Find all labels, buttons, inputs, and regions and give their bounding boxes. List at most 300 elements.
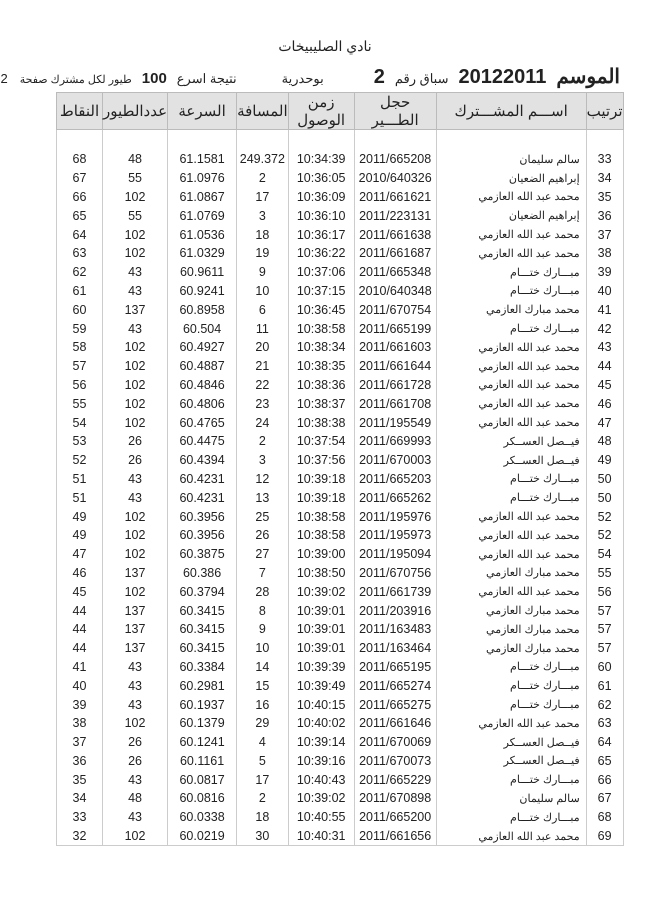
ring-number-cell: 2011/665208 bbox=[354, 150, 436, 169]
points-cell: 49 bbox=[57, 507, 103, 526]
bird-count-cell: 43 bbox=[103, 319, 168, 338]
speed-cell: 60.2981 bbox=[168, 676, 237, 695]
speed-cell: 60.0219 bbox=[168, 827, 237, 846]
points-cell: 51 bbox=[57, 470, 103, 489]
bird-count-cell: 102 bbox=[103, 526, 168, 545]
ring-number-cell: 2011/661638 bbox=[354, 225, 436, 244]
rank-cell: 38 bbox=[586, 244, 623, 263]
ring-number-cell: 2011/195094 bbox=[354, 545, 436, 564]
arrival-time-cell: 10:37:54 bbox=[288, 432, 354, 451]
rank-cell: 42 bbox=[586, 319, 623, 338]
table-row bbox=[57, 714, 624, 733]
participant-name-cell: مبـــارك ختـــام bbox=[436, 808, 586, 827]
participant-name-cell: فيــصل العســكر bbox=[436, 432, 586, 451]
rank-cell: 33 bbox=[586, 150, 623, 169]
participant-name-cell: إبراهيم الضعيان bbox=[436, 206, 586, 225]
header-points: النقاط bbox=[57, 93, 103, 130]
bird-count-cell: 102 bbox=[103, 545, 168, 564]
bird-count-cell: 102 bbox=[103, 338, 168, 357]
distance-cell: 2 bbox=[237, 169, 289, 188]
rank-cell: 65 bbox=[586, 752, 623, 771]
header-rank: ترتيب bbox=[586, 93, 623, 130]
participant-name-cell: محمد عبد الله العازمي bbox=[436, 394, 586, 413]
points-cell: 33 bbox=[57, 808, 103, 827]
participant-name-cell: محمد عبد الله العازمي bbox=[436, 545, 586, 564]
arrival-time-cell: 10:38:58 bbox=[288, 319, 354, 338]
speed-cell: 60.8958 bbox=[168, 300, 237, 319]
points-cell: 62 bbox=[57, 263, 103, 282]
distance-cell: 8 bbox=[237, 601, 289, 620]
arrival-time-cell: 10:39:14 bbox=[288, 733, 354, 752]
rank-cell: 60 bbox=[586, 658, 623, 677]
arrival-time-cell: 10:38:58 bbox=[288, 507, 354, 526]
bird-count-cell: 137 bbox=[103, 564, 168, 583]
distance-cell: 11 bbox=[237, 319, 289, 338]
table-row bbox=[57, 300, 624, 319]
rank-cell: 48 bbox=[586, 432, 623, 451]
bird-count-cell: 43 bbox=[103, 263, 168, 282]
per-page-label: طيور لكل مشترك صفحة bbox=[19, 74, 132, 86]
ring-number-cell: 2011/670073 bbox=[354, 752, 436, 771]
table-row bbox=[57, 413, 624, 432]
arrival-time-cell: 10:38:34 bbox=[288, 338, 354, 357]
bird-count-cell: 26 bbox=[103, 432, 168, 451]
speed-cell: 60.1379 bbox=[168, 714, 237, 733]
spacer-cell bbox=[354, 130, 436, 151]
bird-count-cell: 26 bbox=[103, 752, 168, 771]
speed-cell: 60.3415 bbox=[168, 620, 237, 639]
speed-cell: 61.0536 bbox=[168, 225, 237, 244]
points-cell: 44 bbox=[57, 620, 103, 639]
table-row bbox=[57, 169, 624, 188]
distance-cell: 30 bbox=[237, 827, 289, 846]
arrival-time-cell: 10:39:39 bbox=[288, 658, 354, 677]
bird-count-cell: 43 bbox=[103, 676, 168, 695]
bird-count-cell: 137 bbox=[103, 639, 168, 658]
bird-count-cell: 102 bbox=[103, 394, 168, 413]
club-title: نادي الصليبيخات bbox=[278, 38, 372, 54]
points-cell: 64 bbox=[57, 225, 103, 244]
ring-number-cell: 2011/665199 bbox=[354, 319, 436, 338]
speed-cell: 61.1581 bbox=[168, 150, 237, 169]
ring-number-cell: 2011/661603 bbox=[354, 338, 436, 357]
arrival-time-cell: 10:40:55 bbox=[288, 808, 354, 827]
ring-number-cell: 2011/665262 bbox=[354, 488, 436, 507]
points-cell: 63 bbox=[57, 244, 103, 263]
points-cell: 53 bbox=[57, 432, 103, 451]
bird-count-cell: 102 bbox=[103, 225, 168, 244]
participant-name-cell: محمد مبارك العازمي bbox=[436, 601, 586, 620]
speed-cell: 60.1937 bbox=[168, 695, 237, 714]
header-participant-name: اســـم المشـــترك bbox=[436, 93, 586, 130]
points-cell: 56 bbox=[57, 376, 103, 395]
rank-cell: 62 bbox=[586, 695, 623, 714]
location: بوحدرية bbox=[281, 71, 324, 86]
distance-cell: 9 bbox=[237, 620, 289, 639]
rank-cell: 66 bbox=[586, 770, 623, 789]
arrival-time-cell: 10:39:02 bbox=[288, 582, 354, 601]
ring-number-cell: 2011/665274 bbox=[354, 676, 436, 695]
spacer-cell bbox=[57, 130, 103, 151]
participant-name-cell: مبـــارك ختـــام bbox=[436, 488, 586, 507]
bird-count-cell: 137 bbox=[103, 620, 168, 639]
participant-name-cell: محمد مبارك العازمي bbox=[436, 564, 586, 583]
fastest-count: 100 bbox=[141, 70, 167, 87]
participant-name-cell: محمد عبد الله العازمي bbox=[436, 225, 586, 244]
speed-cell: 60.0816 bbox=[168, 789, 237, 808]
ring-number-cell: 2011/665200 bbox=[354, 808, 436, 827]
arrival-time-cell: 10:39:02 bbox=[288, 789, 354, 808]
bird-count-cell: 102 bbox=[103, 827, 168, 846]
ring-number-cell: 2011/661621 bbox=[354, 188, 436, 207]
rank-cell: 37 bbox=[586, 225, 623, 244]
table-row bbox=[57, 432, 624, 451]
bird-count-cell: 137 bbox=[103, 300, 168, 319]
arrival-time-cell: 10:38:37 bbox=[288, 394, 354, 413]
speed-cell: 60.504 bbox=[168, 319, 237, 338]
ring-number-cell: 2011/665348 bbox=[354, 263, 436, 282]
points-cell: 60 bbox=[57, 300, 103, 319]
ring-number-cell: 2011/670754 bbox=[354, 300, 436, 319]
points-cell: 52 bbox=[57, 451, 103, 470]
bird-count-cell: 43 bbox=[103, 282, 168, 301]
arrival-time-cell: 10:40:31 bbox=[288, 827, 354, 846]
distance-cell: 29 bbox=[237, 714, 289, 733]
bird-count-cell: 102 bbox=[103, 413, 168, 432]
distance-cell: 249.372 bbox=[237, 150, 289, 169]
points-cell: 37 bbox=[57, 733, 103, 752]
participant-name-cell: محمد عبد الله العازمي bbox=[436, 413, 586, 432]
rank-cell: 35 bbox=[586, 188, 623, 207]
points-cell: 36 bbox=[57, 752, 103, 771]
table-row bbox=[57, 620, 624, 639]
distance-cell: 2 bbox=[237, 789, 289, 808]
participant-name-cell: محمد مبارك العازمي bbox=[436, 639, 586, 658]
participant-name-cell: سالم سليمان bbox=[436, 150, 586, 169]
speed-cell: 60.9241 bbox=[168, 282, 237, 301]
distance-cell: 14 bbox=[237, 658, 289, 677]
speed-cell: 60.3956 bbox=[168, 526, 237, 545]
table-row bbox=[57, 789, 624, 808]
speed-cell: 60.3875 bbox=[168, 545, 237, 564]
distance-cell: 15 bbox=[237, 676, 289, 695]
arrival-time-cell: 10:38:36 bbox=[288, 376, 354, 395]
distance-cell: 21 bbox=[237, 357, 289, 376]
table-row bbox=[57, 488, 624, 507]
rank-cell: 57 bbox=[586, 601, 623, 620]
points-cell: 57 bbox=[57, 357, 103, 376]
participant-name-cell: مبـــارك ختـــام bbox=[436, 658, 586, 677]
participant-name-cell: محمد عبد الله العازمي bbox=[436, 188, 586, 207]
ring-number-cell: 2011/195976 bbox=[354, 507, 436, 526]
arrival-time-cell: 10:36:45 bbox=[288, 300, 354, 319]
season-label: الموسم bbox=[556, 66, 620, 88]
speed-cell: 60.3956 bbox=[168, 507, 237, 526]
distance-cell: 28 bbox=[237, 582, 289, 601]
spacer-cell bbox=[103, 130, 168, 151]
speed-cell: 60.3415 bbox=[168, 639, 237, 658]
speed-cell: 60.4231 bbox=[168, 470, 237, 489]
rank-cell: 64 bbox=[586, 733, 623, 752]
table-row bbox=[57, 695, 624, 714]
points-cell: 54 bbox=[57, 413, 103, 432]
speed-cell: 60.1161 bbox=[168, 752, 237, 771]
distance-cell: 3 bbox=[237, 451, 289, 470]
table-row bbox=[57, 639, 624, 658]
distance-cell: 4 bbox=[237, 733, 289, 752]
race-info bbox=[0, 64, 620, 90]
distance-cell: 19 bbox=[237, 244, 289, 263]
points-cell: 58 bbox=[57, 338, 103, 357]
table-row bbox=[57, 733, 624, 752]
participant-name-cell: محمد عبد الله العازمي bbox=[436, 338, 586, 357]
distance-cell: 9 bbox=[237, 263, 289, 282]
bird-count-cell: 102 bbox=[103, 714, 168, 733]
rank-cell: 45 bbox=[586, 376, 623, 395]
speed-cell: 60.9611 bbox=[168, 263, 237, 282]
spacer-row bbox=[57, 130, 624, 151]
ring-number-cell: 2011/665229 bbox=[354, 770, 436, 789]
table-row bbox=[57, 206, 624, 225]
arrival-time-cell: 10:39:01 bbox=[288, 639, 354, 658]
fastest-label: نتيجة اسرع bbox=[176, 71, 237, 86]
rank-cell: 50 bbox=[586, 470, 623, 489]
rank-cell: 56 bbox=[586, 582, 623, 601]
ring-number-cell: 2011/661687 bbox=[354, 244, 436, 263]
points-cell: 51 bbox=[57, 488, 103, 507]
points-cell: 67 bbox=[57, 169, 103, 188]
speed-cell: 60.4394 bbox=[168, 451, 237, 470]
spacer-cell bbox=[586, 130, 623, 151]
arrival-time-cell: 10:40:15 bbox=[288, 695, 354, 714]
arrival-time-cell: 10:37:15 bbox=[288, 282, 354, 301]
bird-count-cell: 137 bbox=[103, 601, 168, 620]
ring-number-cell: 2011/661708 bbox=[354, 394, 436, 413]
distance-cell: 16 bbox=[237, 695, 289, 714]
speed-cell: 60.4765 bbox=[168, 413, 237, 432]
points-cell: 44 bbox=[57, 601, 103, 620]
spacer-cell bbox=[168, 130, 237, 151]
participant-name-cell: محمد عبد الله العازمي bbox=[436, 714, 586, 733]
participant-name-cell: محمد عبد الله العازمي bbox=[436, 507, 586, 526]
spacer-cell bbox=[288, 130, 354, 151]
participant-name-cell: فيــصل العســكر bbox=[436, 752, 586, 771]
arrival-time-cell: 10:38:58 bbox=[288, 526, 354, 545]
bird-count-cell: 48 bbox=[103, 150, 168, 169]
ring-number-cell: 2011/670069 bbox=[354, 733, 436, 752]
points-cell: 41 bbox=[57, 658, 103, 677]
rank-cell: 50 bbox=[586, 488, 623, 507]
ring-number-cell: 2010/640348 bbox=[354, 282, 436, 301]
speed-cell: 60.386 bbox=[168, 564, 237, 583]
rank-cell: 52 bbox=[586, 507, 623, 526]
speed-cell: 60.4806 bbox=[168, 394, 237, 413]
rank-cell: 57 bbox=[586, 620, 623, 639]
speed-cell: 60.3384 bbox=[168, 658, 237, 677]
table-row bbox=[57, 188, 624, 207]
rank-cell: 63 bbox=[586, 714, 623, 733]
bird-count-cell: 26 bbox=[103, 451, 168, 470]
table-row bbox=[57, 244, 624, 263]
rank-cell: 49 bbox=[586, 451, 623, 470]
ring-number-cell: 2011/163464 bbox=[354, 639, 436, 658]
ring-number-cell: 2011/195973 bbox=[354, 526, 436, 545]
arrival-time-cell: 10:39:16 bbox=[288, 752, 354, 771]
ring-number-cell: 2011/661656 bbox=[354, 827, 436, 846]
ring-number-cell: 2011/665203 bbox=[354, 470, 436, 489]
ring-number-cell: 2011/223131 bbox=[354, 206, 436, 225]
participant-name-cell: مبـــارك ختـــام bbox=[436, 676, 586, 695]
table-row bbox=[57, 451, 624, 470]
bird-count-cell: 102 bbox=[103, 357, 168, 376]
speed-cell: 60.3415 bbox=[168, 601, 237, 620]
rank-cell: 34 bbox=[586, 169, 623, 188]
participant-name-cell: محمد مبارك العازمي bbox=[436, 300, 586, 319]
distance-cell: 22 bbox=[237, 376, 289, 395]
distance-cell: 2 bbox=[237, 432, 289, 451]
season: 20122011 bbox=[458, 66, 547, 88]
speed-cell: 61.0329 bbox=[168, 244, 237, 263]
table-row bbox=[57, 545, 624, 564]
table-row bbox=[57, 658, 624, 677]
results-table bbox=[56, 92, 624, 846]
ring-number-cell: 2011/665195 bbox=[354, 658, 436, 677]
arrival-time-cell: 10:40:02 bbox=[288, 714, 354, 733]
table-row bbox=[57, 394, 624, 413]
points-cell: 68 bbox=[57, 150, 103, 169]
participant-name-cell: محمد مبارك العازمي bbox=[436, 620, 586, 639]
distance-cell: 17 bbox=[237, 770, 289, 789]
arrival-time-cell: 10:39:01 bbox=[288, 601, 354, 620]
ring-number-cell: 2011/670756 bbox=[354, 564, 436, 583]
arrival-time-cell: 10:36:09 bbox=[288, 188, 354, 207]
distance-cell: 10 bbox=[237, 282, 289, 301]
rank-cell: 67 bbox=[586, 789, 623, 808]
rank-cell: 57 bbox=[586, 639, 623, 658]
distance-cell: 25 bbox=[237, 507, 289, 526]
table-row bbox=[57, 376, 624, 395]
participant-name-cell: سالم سليمان bbox=[436, 789, 586, 808]
points-cell: 38 bbox=[57, 714, 103, 733]
points-cell: 46 bbox=[57, 564, 103, 583]
distance-cell: 13 bbox=[237, 488, 289, 507]
arrival-time-cell: 10:36:05 bbox=[288, 169, 354, 188]
participant-name-cell: فيــصل العســكر bbox=[436, 451, 586, 470]
distance-cell: 18 bbox=[237, 808, 289, 827]
header-ring-number: حجل الطـــير bbox=[354, 93, 436, 130]
table-row bbox=[57, 150, 624, 169]
rank-cell: 52 bbox=[586, 526, 623, 545]
page-number: 2 bbox=[0, 71, 8, 86]
participant-name-cell: إبراهيم الضعيان bbox=[436, 169, 586, 188]
race-number: 2 bbox=[373, 66, 385, 88]
speed-cell: 61.0769 bbox=[168, 206, 237, 225]
speed-cell: 60.1241 bbox=[168, 733, 237, 752]
arrival-time-cell: 10:40:43 bbox=[288, 770, 354, 789]
header-arrival-time: زمن الوصول bbox=[288, 93, 354, 130]
table-row bbox=[57, 225, 624, 244]
points-cell: 39 bbox=[57, 695, 103, 714]
points-cell: 32 bbox=[57, 827, 103, 846]
points-cell: 49 bbox=[57, 526, 103, 545]
header-distance: المسافة bbox=[237, 93, 289, 130]
speed-cell: 60.4846 bbox=[168, 376, 237, 395]
bird-count-cell: 43 bbox=[103, 470, 168, 489]
table-row bbox=[57, 338, 624, 357]
participant-name-cell: محمد عبد الله العازمي bbox=[436, 357, 586, 376]
bird-count-cell: 43 bbox=[103, 658, 168, 677]
points-cell: 34 bbox=[57, 789, 103, 808]
table-row bbox=[57, 564, 624, 583]
rank-cell: 44 bbox=[586, 357, 623, 376]
ring-number-cell: 2011/661728 bbox=[354, 376, 436, 395]
bird-count-cell: 48 bbox=[103, 789, 168, 808]
distance-cell: 24 bbox=[237, 413, 289, 432]
table-row bbox=[57, 470, 624, 489]
header-row bbox=[57, 93, 624, 130]
ring-number-cell: 2011/195549 bbox=[354, 413, 436, 432]
participant-name-cell: مبـــارك ختـــام bbox=[436, 470, 586, 489]
ring-number-cell: 2011/661739 bbox=[354, 582, 436, 601]
points-cell: 44 bbox=[57, 639, 103, 658]
bird-count-cell: 26 bbox=[103, 733, 168, 752]
ring-number-cell: 2011/661644 bbox=[354, 357, 436, 376]
rank-cell: 55 bbox=[586, 564, 623, 583]
distance-cell: 23 bbox=[237, 394, 289, 413]
table-row bbox=[57, 827, 624, 846]
speed-cell: 60.0338 bbox=[168, 808, 237, 827]
table-row bbox=[57, 357, 624, 376]
distance-cell: 3 bbox=[237, 206, 289, 225]
distance-cell: 18 bbox=[237, 225, 289, 244]
participant-name-cell: محمد عبد الله العازمي bbox=[436, 582, 586, 601]
participant-name-cell: محمد عبد الله العازمي bbox=[436, 526, 586, 545]
points-cell: 45 bbox=[57, 582, 103, 601]
ring-number-cell: 2011/665275 bbox=[354, 695, 436, 714]
arrival-time-cell: 10:39:49 bbox=[288, 676, 354, 695]
ring-number-cell: 2011/163483 bbox=[354, 620, 436, 639]
spacer-cell bbox=[237, 130, 289, 151]
arrival-time-cell: 10:39:00 bbox=[288, 545, 354, 564]
bird-count-cell: 102 bbox=[103, 376, 168, 395]
arrival-time-cell: 10:39:18 bbox=[288, 470, 354, 489]
speed-cell: 60.4231 bbox=[168, 488, 237, 507]
speed-cell: 60.4475 bbox=[168, 432, 237, 451]
arrival-time-cell: 10:37:56 bbox=[288, 451, 354, 470]
distance-cell: 20 bbox=[237, 338, 289, 357]
distance-cell: 5 bbox=[237, 752, 289, 771]
bird-count-cell: 43 bbox=[103, 770, 168, 789]
table-row bbox=[57, 582, 624, 601]
participant-name-cell: مبـــارك ختـــام bbox=[436, 263, 586, 282]
rank-cell: 68 bbox=[586, 808, 623, 827]
arrival-time-cell: 10:36:10 bbox=[288, 206, 354, 225]
table-row bbox=[57, 507, 624, 526]
participant-name-cell: محمد عبد الله العازمي bbox=[436, 244, 586, 263]
rank-cell: 46 bbox=[586, 394, 623, 413]
arrival-time-cell: 10:39:18 bbox=[288, 488, 354, 507]
table-row bbox=[57, 263, 624, 282]
rank-cell: 39 bbox=[586, 263, 623, 282]
speed-cell: 61.0867 bbox=[168, 188, 237, 207]
bird-count-cell: 43 bbox=[103, 808, 168, 827]
rank-cell: 40 bbox=[586, 282, 623, 301]
speed-cell: 60.4887 bbox=[168, 357, 237, 376]
points-cell: 47 bbox=[57, 545, 103, 564]
points-cell: 59 bbox=[57, 319, 103, 338]
distance-cell: 27 bbox=[237, 545, 289, 564]
points-cell: 65 bbox=[57, 206, 103, 225]
